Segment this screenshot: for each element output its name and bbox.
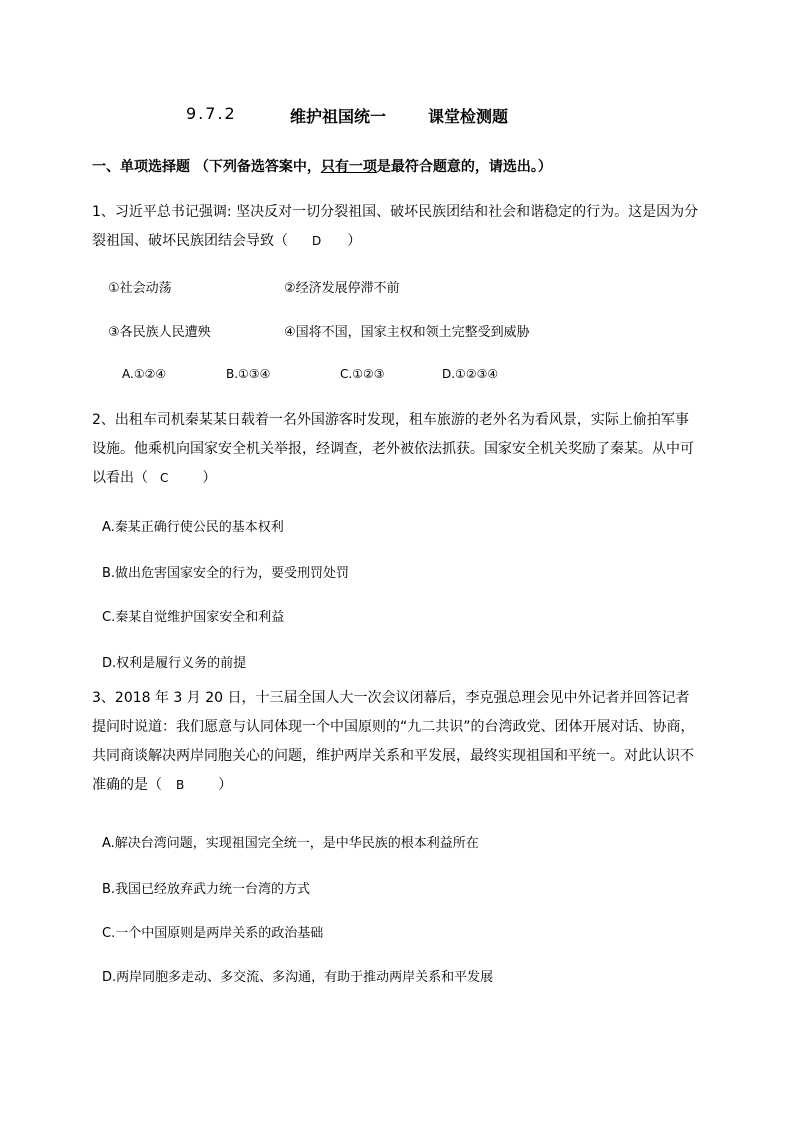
q2-option-a: A.秦某正确行使公民的基本权利 (102, 520, 284, 535)
question-3-stem (92, 684, 702, 800)
q3-option-c: C.一个中国原则是两岸关系的政治基础 (102, 926, 324, 941)
q1-statement-3: ③各民族人民遭殃 (108, 325, 211, 340)
q1-option-d: D.①②③④ (442, 367, 499, 381)
q2-option-b: B.做出危害国家安全的行为，要受刑罚处罚 (102, 566, 350, 581)
q1-statement-4: ④国将不国，国家主权和领土完整受到威胁 (284, 325, 530, 340)
section-underlined: 只有一项 (320, 159, 377, 175)
question-3-answer: B (176, 778, 185, 792)
q3-option-d: D.两岸同胞多走动、多交流、多沟通，有助于推动两岸关系和平发展 (102, 970, 494, 985)
section-prefix: 一、单项选择题 （下列备选答案中， (92, 159, 321, 175)
question-2-stem (92, 406, 702, 493)
q1-option-c: C.①②③ (340, 367, 385, 381)
section-heading (92, 156, 552, 176)
q3-option-b: B.我国已经放弃武力统一台湾的方式 (102, 882, 311, 897)
question-2-close: ） (202, 470, 217, 486)
lesson-title: 维护祖国统一 (290, 107, 387, 126)
question-3-text: 3、2018 年 3 月 20 日，十三届全国人大一次会议闭幕后，李克强总理会见中外记者并回答记者提问时说道：我们愿意与认同体现一个中国原则的“九二共识”的台湾政党、团体开展对话、协商，共同商谈解决两岸同胞关心的问题，维护两岸关系和平发展，最终实现祖国和平统一。对此认识不准确的是（ (92, 690, 695, 793)
question-1-stem (92, 198, 702, 256)
lesson-number: 9.7.2 (186, 104, 237, 123)
question-2-answer: C (160, 471, 169, 485)
q2-option-d: D.权利是履行义务的前提 (102, 656, 247, 671)
question-2-text: 2、出租车司机秦某某日载着一名外国游客时发现，租车旅游的老外名为看风景，实际上偷拍军事设施。他乘机向国家安全机关举报，经调查，老外被依法抓获。国家安全机关奖励了秦某。从中可以看出（ (92, 412, 694, 486)
q2-option-c: C.秦某自觉维护国家安全和利益 (102, 610, 285, 625)
question-1-answer: D (312, 234, 322, 248)
q1-option-a: A.①②④ (122, 367, 167, 381)
section-suffix: 是最符合题意的，请选出。） (376, 159, 552, 175)
question-3-close: ） (218, 777, 233, 793)
question-1-close: ） (347, 233, 362, 249)
q3-option-a: A.解决台湾问题，实现祖国完全统一，是中华民族的根本利益所在 (102, 836, 479, 851)
q1-option-b: B.①③④ (226, 367, 271, 381)
page-title (0, 104, 794, 128)
lesson-subtitle: 课堂检测题 (428, 107, 509, 126)
q1-statement-1: ①社会动荡 (108, 281, 172, 296)
q1-statement-2: ②经济发展停滞不前 (284, 281, 400, 296)
question-1-text: 1、习近平总书记强调: 坚决反对一切分裂祖国、破坏民族团结和社会和谐稳定的行为。这是因为分裂祖国、破坏民族团结会导致（ (92, 204, 699, 249)
